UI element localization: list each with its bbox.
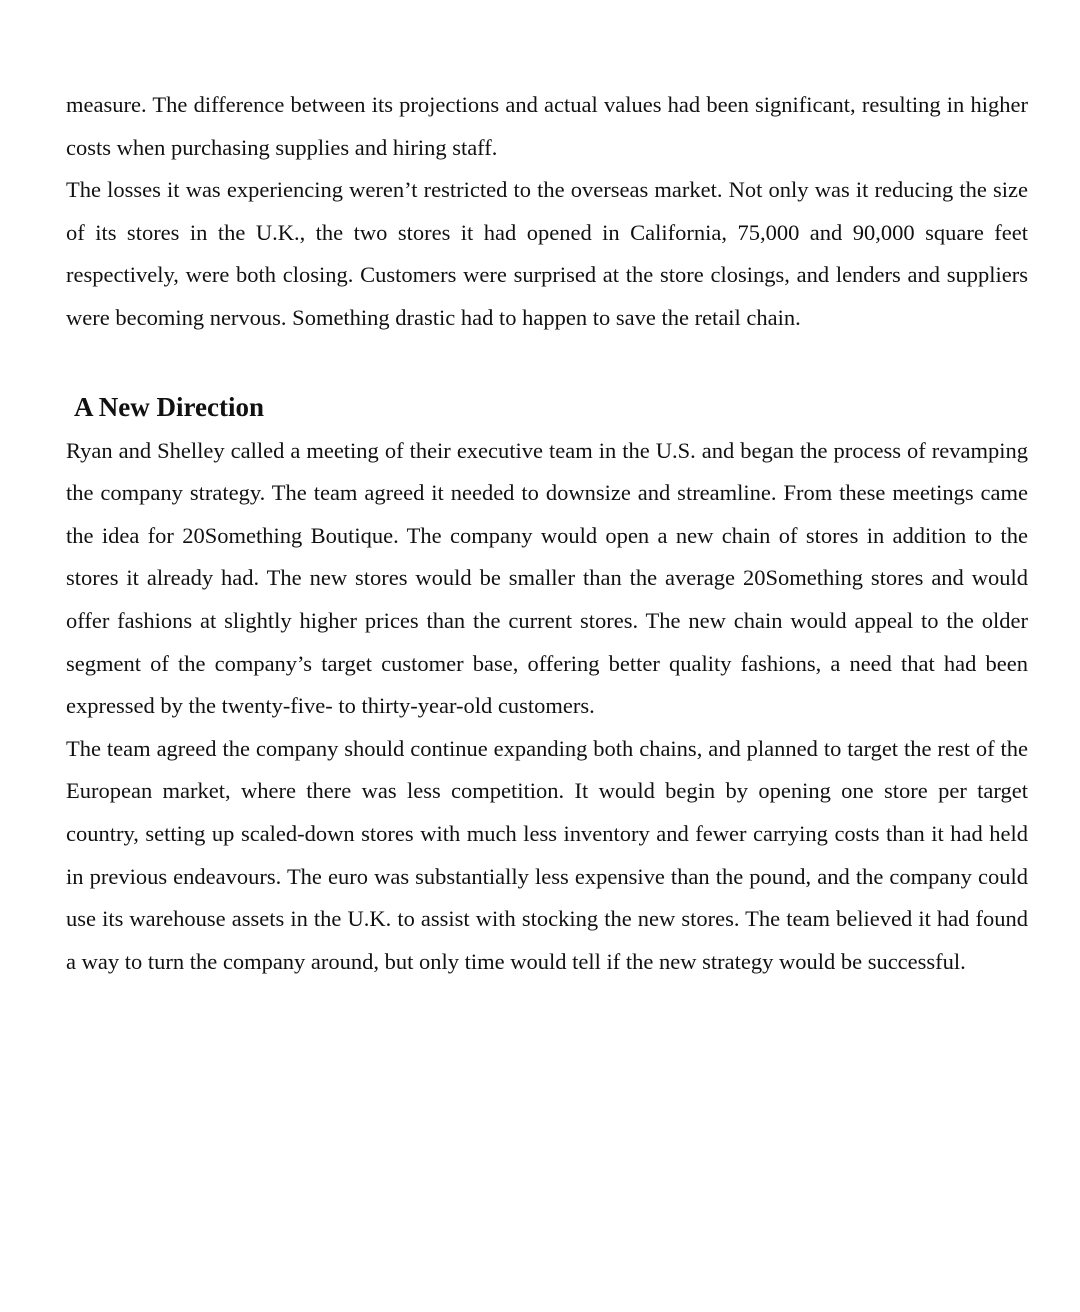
paragraph-meeting: Ryan and Shelley called a meeting of their executive team in the U.S. and began the process of revamping the company strategy. The team agreed it needed to downsize and streamline. From these meetings came the idea for 20Something Boutique. The company would open a new chain of stores in addition to the stores it already had. The new stores would be smaller than the average 20Something stores and would offer fashions at slightly higher prices than the current stores. The new chain would appeal to the older segment of the company’s target customer base, offering better quality fashions, a need that had been expressed by the twenty-five- to thirty-year-old customers. <box>66 437 1028 719</box>
paragraph-expansion: The team agreed the company should continue expanding both chains, and planned to target the rest of the European market, where there was less competition. It would begin by opening one store per target country, setting up scaled-down stores with much less inventory and fewer carrying costs than it had held in previous endeavours. The euro was substantially less expensive than the pound, and the company could use its warehouse assets in the U.K. to assist with stocking the new stores. The team believed it had found a way to turn the company around, but only time would tell if the new strategy would be successful. <box>66 735 1028 974</box>
document-page <box>66 84 1028 983</box>
paragraph-losses: The losses it was experiencing weren’t restricted to the overseas market. Not only was it reducing the size of its stores in the U.K., the two stores it had opened in California, 75,000 and 90,000 square feet respectively, were both closing. Customers were surprised at the store closings, and lenders and suppliers were becoming nervous. Something drastic had to happen to save the retail chain. <box>66 177 1028 330</box>
section-spacer <box>66 340 1028 382</box>
section-heading: A New Direction <box>74 391 264 422</box>
paragraph-measure: measure. The difference between its projections and actual values had been significant, resulting in higher costs when purchasing supplies and hiring staff. <box>66 92 1028 160</box>
